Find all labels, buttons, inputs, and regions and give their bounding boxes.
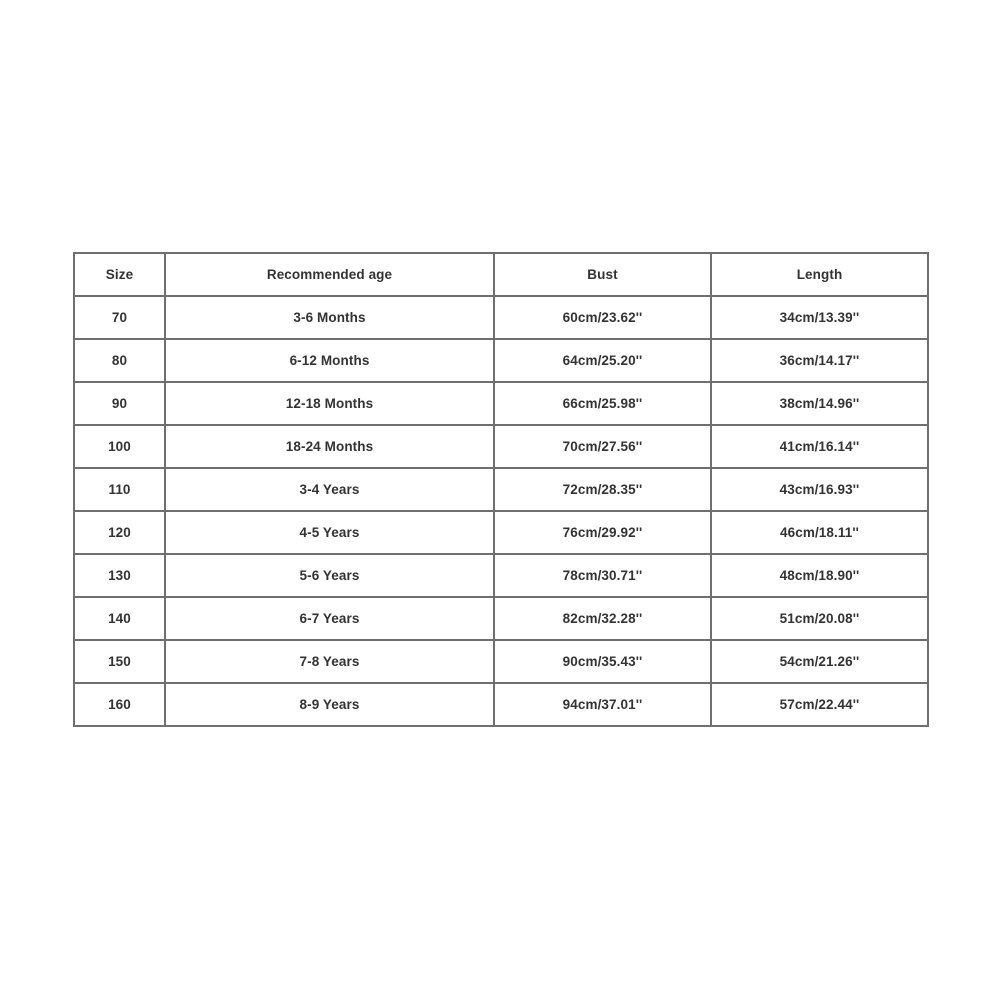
table-row bbox=[74, 296, 928, 339]
length-cell: 38cm/14.96'' bbox=[711, 382, 928, 425]
table-row bbox=[74, 339, 928, 382]
age-cell: 3-4 Years bbox=[165, 468, 494, 511]
table-row bbox=[74, 640, 928, 683]
age-cell: 5-6 Years bbox=[165, 554, 494, 597]
table-header-row bbox=[74, 253, 928, 296]
bust-cell: 76cm/29.92'' bbox=[494, 511, 711, 554]
header-bust: Bust bbox=[494, 253, 711, 296]
bust-cell: 72cm/28.35'' bbox=[494, 468, 711, 511]
length-cell: 51cm/20.08'' bbox=[711, 597, 928, 640]
table-row bbox=[74, 382, 928, 425]
age-cell: 6-12 Months bbox=[165, 339, 494, 382]
size-cell: 100 bbox=[74, 425, 165, 468]
age-cell: 6-7 Years bbox=[165, 597, 494, 640]
size-cell: 120 bbox=[74, 511, 165, 554]
bust-cell: 78cm/30.71'' bbox=[494, 554, 711, 597]
table-row bbox=[74, 511, 928, 554]
bust-cell: 70cm/27.56'' bbox=[494, 425, 711, 468]
length-cell: 34cm/13.39'' bbox=[711, 296, 928, 339]
age-cell: 12-18 Months bbox=[165, 382, 494, 425]
length-cell: 48cm/18.90'' bbox=[711, 554, 928, 597]
bust-cell: 94cm/37.01'' bbox=[494, 683, 711, 726]
header-recommended-age: Recommended age bbox=[165, 253, 494, 296]
size-cell: 160 bbox=[74, 683, 165, 726]
bust-cell: 64cm/25.20'' bbox=[494, 339, 711, 382]
header-size: Size bbox=[74, 253, 165, 296]
size-cell: 90 bbox=[74, 382, 165, 425]
age-cell: 18-24 Months bbox=[165, 425, 494, 468]
bust-cell: 66cm/25.98'' bbox=[494, 382, 711, 425]
age-cell: 7-8 Years bbox=[165, 640, 494, 683]
size-chart-table bbox=[73, 252, 929, 727]
length-cell: 36cm/14.17'' bbox=[711, 339, 928, 382]
size-cell: 150 bbox=[74, 640, 165, 683]
age-cell: 8-9 Years bbox=[165, 683, 494, 726]
table-row bbox=[74, 597, 928, 640]
size-cell: 130 bbox=[74, 554, 165, 597]
length-cell: 46cm/18.11'' bbox=[711, 511, 928, 554]
length-cell: 57cm/22.44'' bbox=[711, 683, 928, 726]
size-cell: 70 bbox=[74, 296, 165, 339]
size-cell: 140 bbox=[74, 597, 165, 640]
bust-cell: 90cm/35.43'' bbox=[494, 640, 711, 683]
header-length: Length bbox=[711, 253, 928, 296]
bust-cell: 82cm/32.28'' bbox=[494, 597, 711, 640]
length-cell: 43cm/16.93'' bbox=[711, 468, 928, 511]
bust-cell: 60cm/23.62'' bbox=[494, 296, 711, 339]
age-cell: 3-6 Months bbox=[165, 296, 494, 339]
length-cell: 41cm/16.14'' bbox=[711, 425, 928, 468]
size-cell: 80 bbox=[74, 339, 165, 382]
length-cell: 54cm/21.26'' bbox=[711, 640, 928, 683]
table-row bbox=[74, 683, 928, 726]
size-cell: 110 bbox=[74, 468, 165, 511]
table-row bbox=[74, 554, 928, 597]
table-row bbox=[74, 425, 928, 468]
age-cell: 4-5 Years bbox=[165, 511, 494, 554]
table-row bbox=[74, 468, 928, 511]
